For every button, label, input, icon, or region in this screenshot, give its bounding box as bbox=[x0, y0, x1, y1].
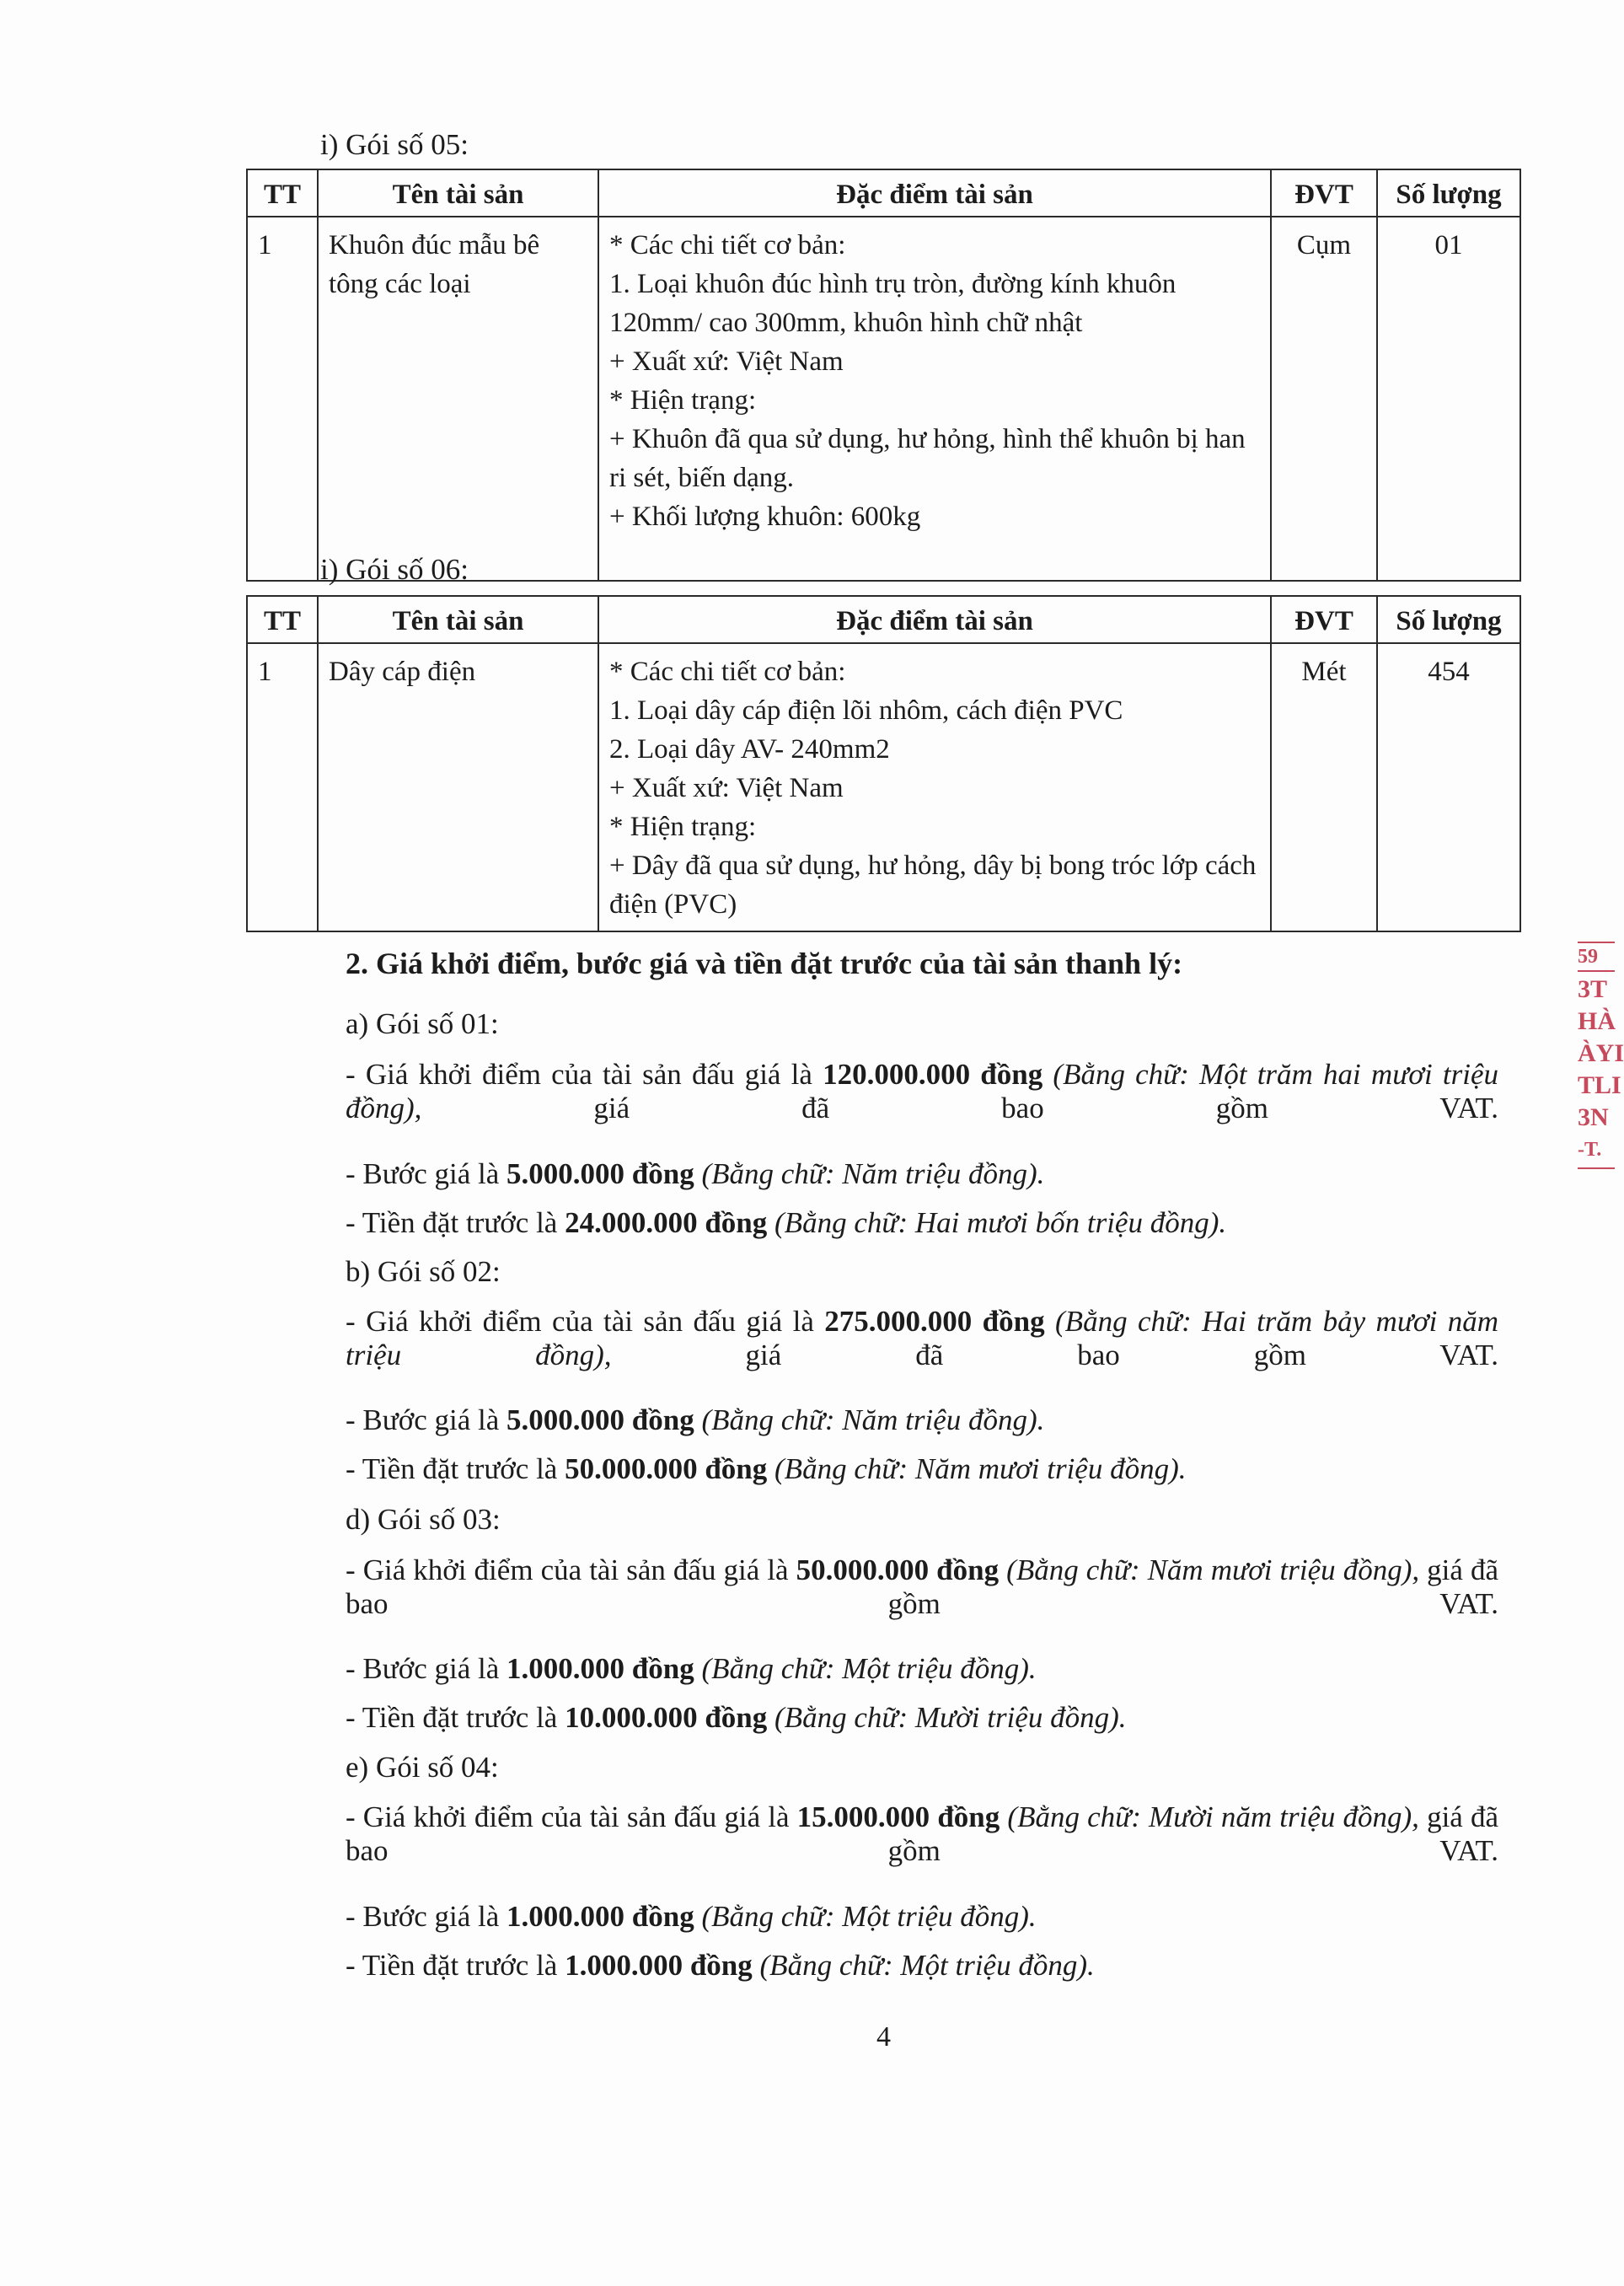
deposit-line bbox=[346, 1949, 1095, 1983]
spec-line: + Dây đã qua sử dụng, hư hỏng, dây bị bong tróc lớp cách điện (PVC) bbox=[609, 851, 1257, 920]
row-qty: 454 bbox=[1377, 643, 1520, 931]
row-unit: Cụm bbox=[1271, 217, 1377, 581]
section-2-heading: 2. Giá khởi điểm, bước giá và tiền đặt trước của tài sản thanh lý: bbox=[346, 947, 1183, 980]
stamp-text: 3N bbox=[1578, 1103, 1609, 1131]
step-amount: 1.000.000 đồng bbox=[506, 1652, 694, 1685]
deposit-prefix: - Tiền đặt trước là bbox=[346, 1206, 565, 1239]
row-qty: 01 bbox=[1377, 217, 1520, 581]
stamp-rule bbox=[1578, 1167, 1615, 1169]
step-words: (Bằng chữ: Năm triệu đồng). bbox=[701, 1157, 1045, 1190]
row-tt: 1 bbox=[247, 643, 318, 931]
step-price-line bbox=[346, 1652, 1037, 1686]
header-unit: ĐVT bbox=[1271, 169, 1377, 217]
start-price-line bbox=[346, 1058, 1498, 1125]
spec-line: * Các chi tiết cơ bản: bbox=[609, 230, 846, 260]
row-tt: 1 bbox=[247, 217, 318, 581]
header-name: Tên tài sản bbox=[318, 596, 598, 643]
spec-line: + Khối lượng khuôn: 600kg bbox=[609, 502, 921, 532]
package-label: e) Gói số 04: bbox=[346, 1751, 499, 1784]
header-tt: TT bbox=[247, 169, 318, 217]
start-price-prefix: - Giá khởi điểm của tài sản đấu giá là bbox=[346, 1058, 823, 1091]
step-words: (Bằng chữ: Một triệu đồng). bbox=[701, 1900, 1037, 1933]
stamp-fragment bbox=[1578, 940, 1624, 1171]
start-price-amount: 120.000.000 đồng bbox=[823, 1058, 1043, 1091]
start-price-words: (Bằng chữ: Một trăm hai mươi triệu đồng), bbox=[346, 1058, 1498, 1124]
deposit-amount: 24.000.000 đồng bbox=[565, 1206, 768, 1239]
header-qty: Số lượng bbox=[1377, 596, 1520, 643]
step-amount: 5.000.000 đồng bbox=[506, 1403, 694, 1436]
page-number: 4 bbox=[876, 2021, 891, 2053]
start-price-suffix: giá đã bao gồm VAT. bbox=[346, 1554, 1499, 1620]
package-label: d) Gói số 03: bbox=[346, 1503, 501, 1536]
start-price-prefix: - Giá khởi điểm của tài sản đấu giá là bbox=[346, 1305, 825, 1338]
asset-table-06 bbox=[246, 595, 1521, 932]
step-price-line bbox=[346, 1403, 1044, 1437]
start-price-suffix: giá đã bao gồm VAT. bbox=[593, 1092, 1498, 1124]
table-row bbox=[247, 643, 1520, 931]
stamp-text: -T. bbox=[1578, 1139, 1602, 1161]
table-header-row bbox=[247, 169, 1520, 217]
step-prefix: - Bước giá là bbox=[346, 1900, 507, 1933]
header-spec: Đặc điểm tài sản bbox=[598, 169, 1271, 217]
step-words: (Bằng chữ: Năm triệu đồng). bbox=[701, 1403, 1045, 1436]
start-price-words: (Bằng chữ: Hai trăm bảy mươi năm triệu đồng), bbox=[346, 1305, 1499, 1371]
spec-line: 1. Loại khuôn đúc hình trụ tròn, đường kính khuôn 120mm/ cao 300mm, khuôn hình chữ nhật bbox=[609, 269, 1176, 338]
header-tt: TT bbox=[247, 596, 318, 643]
deposit-words: (Bằng chữ: Năm mươi triệu đồng). bbox=[774, 1452, 1187, 1485]
deposit-amount: 1.000.000 đồng bbox=[565, 1949, 753, 1982]
start-price-suffix: giá đã bao gồm VAT. bbox=[346, 1800, 1499, 1867]
stamp-rule bbox=[1578, 970, 1615, 972]
header-qty: Số lượng bbox=[1377, 169, 1520, 217]
spec-line: 2. Loại dây AV- 240mm2 bbox=[609, 734, 890, 765]
deposit-line bbox=[346, 1206, 1226, 1240]
header-unit: ĐVT bbox=[1271, 596, 1377, 643]
spec-line: + Xuất xứ: Việt Nam bbox=[609, 773, 844, 803]
spec-line: + Xuất xứ: Việt Nam bbox=[609, 346, 844, 377]
stamp-text: HÀ bbox=[1578, 1007, 1616, 1035]
deposit-prefix: - Tiền đặt trước là bbox=[346, 1701, 565, 1734]
start-price-line bbox=[346, 1800, 1498, 1868]
stamp-rule bbox=[1578, 942, 1615, 943]
step-amount: 5.000.000 đồng bbox=[506, 1157, 694, 1190]
stamp-text: TLI bbox=[1578, 1071, 1621, 1099]
package-label: a) Gói số 01: bbox=[346, 1007, 499, 1040]
start-price-words: (Bằng chữ: Năm mươi triệu đồng), bbox=[1006, 1554, 1420, 1586]
start-price-prefix: - Giá khởi điểm của tài sản đấu giá là bbox=[346, 1800, 797, 1833]
package-05-label: i) Gói số 05: bbox=[320, 128, 469, 161]
step-prefix: - Bước giá là bbox=[346, 1157, 507, 1190]
step-price-line bbox=[346, 1157, 1044, 1191]
start-price-prefix: - Giá khởi điểm của tài sản đấu giá là bbox=[346, 1554, 796, 1586]
step-price-line bbox=[346, 1900, 1037, 1934]
step-prefix: - Bước giá là bbox=[346, 1652, 507, 1685]
spec-line: * Hiện trạng: bbox=[609, 385, 757, 416]
stamp-text: 59 bbox=[1578, 946, 1598, 968]
step-words: (Bằng chữ: Một triệu đồng). bbox=[701, 1652, 1037, 1685]
package-label: b) Gói số 02: bbox=[346, 1255, 501, 1288]
asset-table-05 bbox=[246, 169, 1521, 582]
row-spec bbox=[598, 217, 1271, 581]
start-price-line bbox=[346, 1305, 1498, 1372]
step-amount: 1.000.000 đồng bbox=[506, 1900, 694, 1933]
deposit-line bbox=[346, 1701, 1127, 1735]
deposit-words: (Bằng chữ: Một triệu đồng). bbox=[759, 1949, 1095, 1982]
spec-line: + Khuôn đã qua sử dụng, hư hỏng, hình thể khuôn bị han ri sét, biến dạng. bbox=[609, 424, 1246, 493]
row-spec bbox=[598, 643, 1271, 931]
row-unit: Mét bbox=[1271, 643, 1377, 931]
deposit-line bbox=[346, 1452, 1187, 1486]
start-price-amount: 275.000.000 đồng bbox=[824, 1305, 1045, 1338]
stamp-text: 3T bbox=[1578, 975, 1608, 1003]
start-price-amount: 50.000.000 đồng bbox=[796, 1554, 1000, 1586]
package-06-label: i) Gói số 06: bbox=[320, 553, 469, 586]
table-row bbox=[247, 217, 1520, 581]
deposit-words: (Bằng chữ: Hai mươi bốn triệu đồng). bbox=[774, 1206, 1227, 1239]
start-price-words: (Bằng chữ: Mười năm triệu đồng), bbox=[1007, 1800, 1419, 1833]
header-spec: Đặc điểm tài sản bbox=[598, 596, 1271, 643]
stamp-text: ÀYI bbox=[1578, 1039, 1624, 1067]
deposit-prefix: - Tiền đặt trước là bbox=[346, 1452, 565, 1485]
spec-line: * Hiện trạng: bbox=[609, 812, 757, 842]
start-price-line bbox=[346, 1554, 1498, 1621]
header-name: Tên tài sản bbox=[318, 169, 598, 217]
spec-line: 1. Loại dây cáp điện lõi nhôm, cách điện PVC bbox=[609, 695, 1123, 726]
row-name: Dây cáp điện bbox=[318, 643, 598, 931]
start-price-amount: 15.000.000 đồng bbox=[796, 1800, 1000, 1833]
deposit-words: (Bằng chữ: Mười triệu đồng). bbox=[774, 1701, 1127, 1734]
table-header-row bbox=[247, 596, 1520, 643]
spec-line: * Các chi tiết cơ bản: bbox=[609, 657, 846, 687]
start-price-suffix: giá đã bao gồm VAT. bbox=[745, 1339, 1499, 1371]
deposit-prefix: - Tiền đặt trước là bbox=[346, 1949, 565, 1982]
deposit-amount: 10.000.000 đồng bbox=[565, 1701, 768, 1734]
step-prefix: - Bước giá là bbox=[346, 1403, 507, 1436]
deposit-amount: 50.000.000 đồng bbox=[565, 1452, 768, 1485]
row-name: Khuôn đúc mẫu bê tông các loại bbox=[318, 217, 598, 581]
